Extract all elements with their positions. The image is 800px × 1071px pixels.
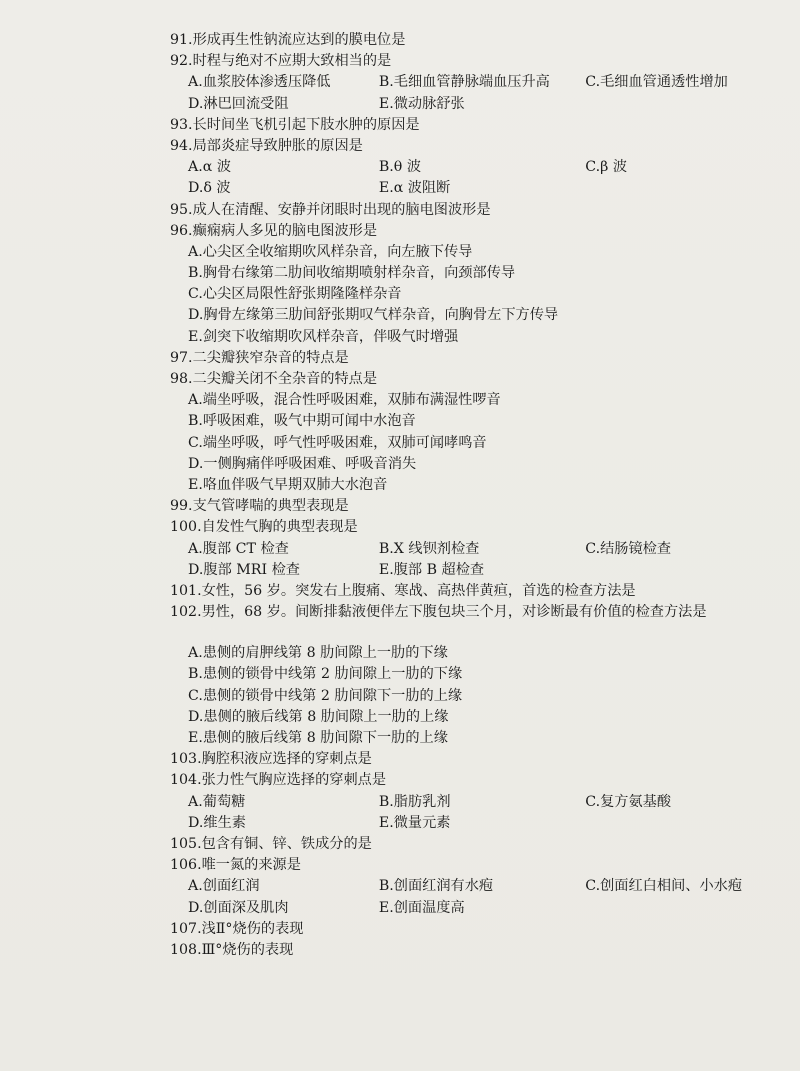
spacer xyxy=(160,623,780,643)
option-item: E.腹部 B 超检查 xyxy=(378,561,485,578)
option-item: C.端坐呼吸，呼气性呼吸困难，双肺可闻哮鸣音 xyxy=(188,434,487,451)
option-item: A.心尖区全收缩期吹风样杂音，向左腋下传导 xyxy=(188,243,473,260)
question-stem: 98.二尖瓣关闭不全杂音的特点是 xyxy=(170,371,378,387)
question-stem: 105.包含有铜、锌、铁成分的是 xyxy=(170,835,372,852)
question-stem: 99.支气管哮喘的典型表现是 xyxy=(170,498,349,515)
option-item: D.δ 波 xyxy=(188,180,231,197)
option-item xyxy=(585,94,780,115)
option-item xyxy=(585,560,780,581)
option-row xyxy=(160,94,780,115)
option-row xyxy=(160,876,780,897)
question-stem: 91.形成再生性钠流应达到的膜电位是 xyxy=(170,32,406,48)
option-item xyxy=(585,178,780,199)
option-item: B.呼吸困难，吸气中期可闻中水泡音 xyxy=(188,413,416,430)
option-item: C.复方氨基酸 xyxy=(585,793,672,810)
question-stem: 94.局部炎症导致肿胀的原因是 xyxy=(170,137,363,154)
question-stem: 92.时程与绝对不应期大致相当的是 xyxy=(170,53,392,70)
option-item: E.微动脉舒张 xyxy=(378,95,465,112)
question-stem: 103.胸腔积液应选择的穿刺点是 xyxy=(170,751,372,768)
question-stem: 107.浅Ⅱ°烧伤的表现 xyxy=(170,920,304,937)
question-stem: 101.女性，56 岁。突发右上腹痛、寒战、高热伴黄疸，首选的检查方法是 xyxy=(170,582,636,599)
option-item: B.毛细血管静脉端血压升高 xyxy=(378,74,550,91)
option-row xyxy=(160,539,780,560)
option-item: C.患侧的锁骨中线第 2 肋间隙下一肋的上缘 xyxy=(188,687,463,704)
question-stem: 97.二尖瓣狭窄杂音的特点是 xyxy=(170,349,349,366)
option-item: A.葡萄糖 xyxy=(188,793,246,810)
option-row xyxy=(160,157,780,178)
option-row xyxy=(160,72,780,93)
option-row xyxy=(160,898,780,919)
option-item: D.腹部 MRI 检查 xyxy=(188,561,300,578)
option-item: C.结肠镜检查 xyxy=(585,540,672,557)
option-item: A.患侧的肩胛线第 8 肋间隙上一肋的下缘 xyxy=(188,645,448,662)
question-stem: 106.唯一氮的来源是 xyxy=(170,857,301,874)
option-item xyxy=(585,898,780,919)
option-item: B.胸骨右缘第二肋间收缩期喷射样杂音，向颈部传导 xyxy=(188,265,516,282)
option-item: A.血浆胶体渗透压降低 xyxy=(188,74,331,91)
question-stem: 104.张力性气胸应选择的穿刺点是 xyxy=(170,772,387,789)
question-stem: 102.男性，68 岁。间断排黏液便伴左下腹包块三个月，对诊断最有价值的检查方法是 xyxy=(170,604,707,621)
option-item: C.β 波 xyxy=(585,159,628,176)
option-item xyxy=(585,813,780,834)
option-item: D.患侧的腋后线第 8 肋间隙上一肋的上缘 xyxy=(188,708,449,725)
option-item: B.X 线钡剂检查 xyxy=(378,540,480,557)
option-row xyxy=(160,813,780,834)
option-item: B.θ 波 xyxy=(378,159,422,176)
option-item: C.心尖区局限性舒张期隆隆样杂音 xyxy=(188,286,402,303)
question-list xyxy=(160,30,780,961)
option-item: D.维生素 xyxy=(188,814,246,831)
option-item: E.创面温度高 xyxy=(378,899,465,916)
option-item: A.α 波 xyxy=(188,159,232,176)
option-item: A.创面红润 xyxy=(188,878,260,895)
option-item: E.剑突下收缩期吹风样杂音，伴吸气时增强 xyxy=(188,328,459,345)
question-stem: 100.自发性气胸的典型表现是 xyxy=(170,519,358,536)
option-item: E.咯血伴吸气早期双肺大水泡音 xyxy=(188,476,388,493)
option-row xyxy=(160,178,780,199)
option-item: E.微量元素 xyxy=(378,814,451,831)
option-item: B.脂肪乳剂 xyxy=(378,793,451,810)
option-row xyxy=(160,560,780,581)
option-item: B.创面红润有水疱 xyxy=(378,878,494,895)
option-item: E.α 波阻断 xyxy=(378,180,451,197)
question-stem: 93.长时间坐飞机引起下肢水肿的原因是 xyxy=(170,116,420,133)
option-item: A.腹部 CT 检查 xyxy=(188,540,289,557)
option-item: B.患侧的锁骨中线第 2 肋间隙上一肋的下缘 xyxy=(188,666,463,683)
option-item: A.端坐呼吸，混合性呼吸困难，双肺布满湿性啰音 xyxy=(188,392,501,409)
question-stem: 108.Ⅲ°烧伤的表现 xyxy=(170,941,294,958)
option-item: E.患侧的腋后线第 8 肋间隙下一肋的上缘 xyxy=(188,730,448,746)
question-stem: 95.成人在清醒、安静并闭眼时出现的脑电图波形是 xyxy=(170,201,491,218)
option-item: C.毛细血管通透性增加 xyxy=(585,74,728,91)
option-item: D.创面深及肌肉 xyxy=(188,899,289,916)
option-item: C.创面红白相间、小水疱 xyxy=(585,878,743,895)
option-item: D.胸骨左缘第三肋间舒张期叹气样杂音，向胸骨左下方传导 xyxy=(188,307,559,324)
option-row xyxy=(160,792,780,813)
option-item: D.淋巴回流受阻 xyxy=(188,95,289,112)
option-item: D.一侧胸痛伴呼吸困难、呼吸音消失 xyxy=(188,455,417,472)
question-stem: 96.癫痫病人多见的脑电图波形是 xyxy=(170,222,378,239)
